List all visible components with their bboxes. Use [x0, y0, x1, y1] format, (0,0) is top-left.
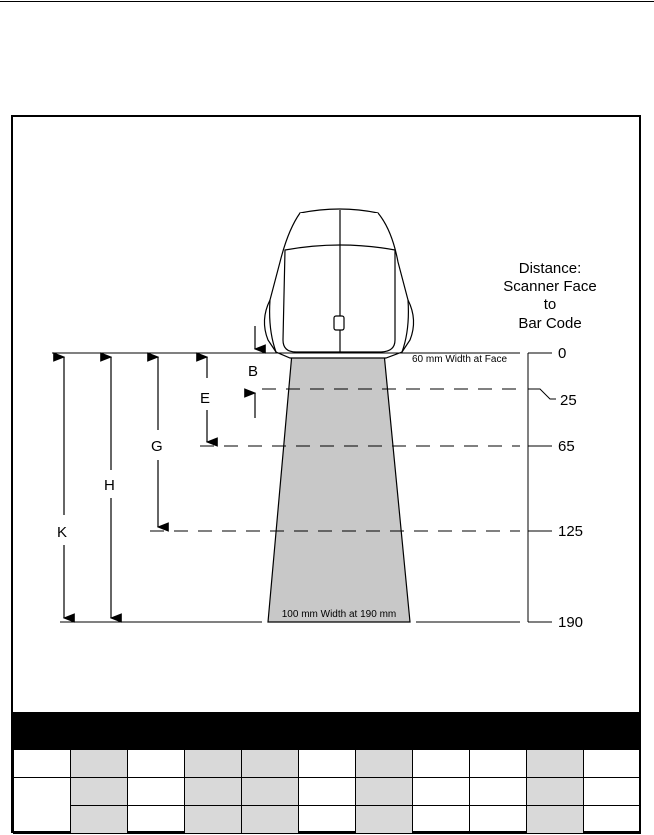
table-cell	[584, 750, 641, 778]
table-cell	[14, 750, 71, 778]
table-cell	[299, 806, 356, 834]
table-cell	[242, 750, 299, 778]
table-cell	[584, 806, 641, 834]
table-cell	[356, 806, 413, 834]
distance-title	[503, 260, 596, 332]
dim-label-e: E	[200, 390, 211, 407]
distance-values	[558, 345, 583, 631]
table-cell	[413, 750, 470, 778]
svg-text:Bar Code: Bar Code	[518, 315, 582, 332]
table-cell	[14, 778, 71, 834]
table-cell	[470, 750, 527, 778]
table-row	[14, 778, 641, 806]
face-width-note: 60 mm Width at Face	[412, 354, 508, 365]
table-cell	[527, 806, 584, 834]
dim-label-g: G	[151, 438, 163, 455]
table-cell	[413, 778, 470, 806]
table-cell	[185, 778, 242, 806]
table-cell	[242, 778, 299, 806]
distance-0: 0	[558, 345, 567, 362]
distance-25: 25	[560, 392, 577, 409]
table-cell	[185, 750, 242, 778]
svg-text:to: to	[543, 296, 557, 313]
table-cell	[470, 806, 527, 834]
table-cell	[185, 806, 242, 834]
scanner-head-icon	[264, 209, 413, 358]
table-cell	[356, 750, 413, 778]
table-cell	[299, 750, 356, 778]
spec-table	[13, 749, 641, 834]
table-cell	[71, 806, 128, 834]
distance-scale	[528, 353, 556, 622]
distance-190: 190	[558, 614, 584, 631]
table-cell	[527, 750, 584, 778]
table-row	[14, 806, 641, 834]
svg-text:Distance:: Distance:	[518, 260, 582, 277]
table-cell	[527, 778, 584, 806]
dim-label-b: B	[248, 363, 259, 380]
table-cell	[128, 806, 185, 834]
table-cell	[470, 778, 527, 806]
table-cell	[584, 778, 641, 806]
distance-65: 65	[558, 438, 575, 455]
table-cell	[356, 778, 413, 806]
table-cell	[242, 806, 299, 834]
dim-label-h: H	[104, 477, 115, 494]
table-cell	[299, 778, 356, 806]
dimension-arrows	[64, 326, 255, 618]
table-cell	[71, 778, 128, 806]
table-cell	[128, 750, 185, 778]
table-cell	[413, 806, 470, 834]
svg-text:Scanner Face: Scanner Face	[503, 278, 597, 295]
dim-label-k: K	[57, 524, 68, 541]
distance-125: 125	[558, 523, 584, 540]
table-cell	[128, 778, 185, 806]
table-cell	[71, 750, 128, 778]
table-header-band	[13, 712, 641, 749]
far-width-note: 100 mm Width at 190 mm	[281, 609, 397, 620]
table-row	[14, 750, 641, 778]
scan-beam	[268, 353, 410, 622]
